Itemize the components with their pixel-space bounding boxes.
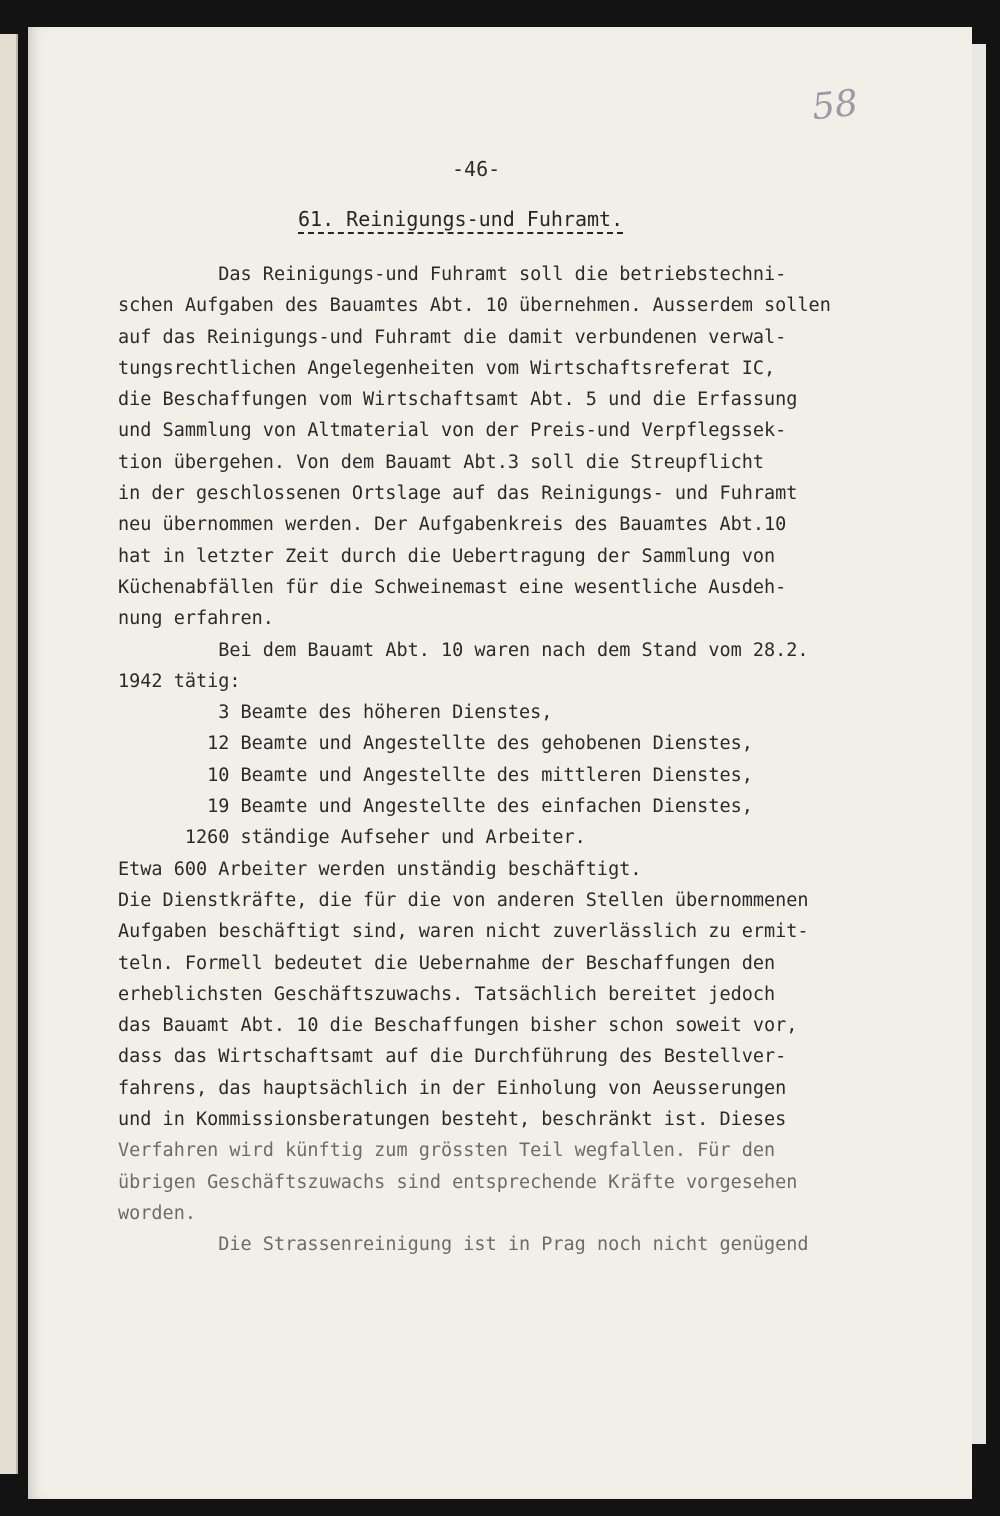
text-line (118, 666, 958, 697)
line-text: Etwa 600 Arbeiter werden unständig beschäftigt. (118, 858, 642, 880)
text-line (118, 791, 958, 822)
text-line (118, 478, 958, 509)
next-page-edge (972, 44, 986, 1444)
line-indent (118, 264, 218, 285)
text-line (118, 259, 958, 290)
body-text (118, 259, 958, 1261)
line-text: 1260 ständige Aufseher und Arbeiter. (184, 827, 586, 849)
line-indent (118, 640, 218, 661)
line-indent (118, 1234, 218, 1255)
line-text: Die Dienstkräfte, die für die von anderen Stellen übernommenen (118, 889, 809, 911)
line-text: Küchenabfällen für die Schweinemast eine wesentliche Ausdeh- (118, 576, 787, 598)
text-line (118, 1229, 958, 1260)
line-text: 3 Beamte des höheren Dienstes, (218, 702, 553, 724)
line-text: übrigen Geschäftszuwachs sind entsprechende Kräfte vorgesehen (118, 1171, 798, 1193)
line-text: 12 Beamte und Angestellte des gehobenen Dienstes, (207, 733, 753, 755)
text-line (118, 353, 958, 384)
text-line (118, 1198, 958, 1229)
line-text: 10 Beamte und Angestellte des mittleren Dienstes, (207, 764, 753, 786)
line-text: tungsrechtlichen Angelegenheiten vom Wirtschaftsreferat IC, (118, 357, 776, 379)
line-text: teln. Formell bedeutet die Uebernahme der Beschaffungen den (118, 952, 776, 974)
line-indent (118, 827, 185, 848)
line-text: worden. (118, 1202, 196, 1224)
text-line (118, 760, 958, 791)
text-line (118, 916, 958, 947)
text-line (118, 854, 958, 885)
line-text: Bei dem Bauamt Abt. 10 waren nach dem Stand vom 28.2. (218, 639, 809, 661)
line-text: das Bauamt Abt. 10 die Beschaffungen bisher schon soweit vor, (118, 1015, 798, 1037)
line-text: Verfahren wird künftig zum grössten Teil wegfallen. Für den (118, 1140, 776, 1162)
line-text: 1942 tätig: (118, 670, 241, 692)
line-text: und in Kommissionsberatungen besteht, beschränkt ist. Dieses (118, 1109, 787, 1131)
page-number: -46- (452, 157, 501, 181)
text-line (118, 384, 958, 415)
text-line (118, 1135, 958, 1166)
text-line (118, 635, 958, 666)
line-text: auf das Reinigungs-und Fuhramt die damit verbundenen verwal- (118, 326, 787, 348)
text-line (118, 948, 958, 979)
text-line (118, 447, 958, 478)
text-line (118, 728, 958, 759)
text-line (118, 1104, 958, 1135)
text-line (118, 1041, 958, 1072)
text-line (118, 290, 958, 321)
text-line (118, 415, 958, 446)
line-text: 19 Beamte und Angestellte des einfachen Dienstes, (207, 796, 753, 818)
line-text: dass das Wirtschaftsamt auf die Durchführung des Bestellver- (118, 1046, 787, 1068)
text-line (118, 572, 958, 603)
line-indent (118, 796, 207, 817)
line-text: Aufgaben beschäftigt sind, waren nicht zuverlässlich zu ermit- (118, 921, 809, 943)
line-text: die Beschaffungen vom Wirtschaftsamt Abt. 5 und die Erfassung (118, 389, 798, 411)
text-line (118, 1167, 958, 1198)
text-line (118, 322, 958, 353)
line-indent (118, 702, 218, 723)
line-text: erheblichsten Geschäftszuwachs. Tatsächlich bereitet jedoch (118, 983, 776, 1005)
text-line (118, 979, 958, 1010)
line-text: und Sammlung von Altmaterial von der Preis-und Verpflegssek- (118, 420, 787, 442)
previous-page-edge (0, 34, 18, 1474)
line-text: nung erfahren. (118, 608, 274, 630)
text-line (118, 697, 958, 728)
text-line (118, 541, 958, 572)
text-line (118, 603, 958, 634)
line-text: Die Strassenreinigung ist in Prag noch nicht genügend (218, 1234, 809, 1256)
line-text: tion übergehen. Von dem Bauamt Abt.3 soll die Streupflicht (118, 451, 765, 473)
line-indent (118, 765, 207, 786)
line-text: Das Reinigungs-und Fuhramt soll die betriebstechni- (218, 264, 787, 285)
section-heading: 61. Reinigungs-und Fuhramt. (298, 207, 624, 231)
text-line (118, 509, 958, 540)
line-text: neu übernommen werden. Der Aufgabenkreis des Bauamtes Abt.10 (118, 514, 787, 536)
text-line (118, 1073, 958, 1104)
text-line (118, 885, 958, 916)
line-text: in der geschlossenen Ortslage auf das Reinigungs- und Fuhramt (118, 483, 798, 505)
line-text: fahrens, das hauptsächlich in der Einholung von Aeusserungen (118, 1077, 787, 1099)
line-text: schen Aufgaben des Bauamtes Abt. 10 übernehmen. Ausserdem sollen (118, 295, 831, 317)
text-line (118, 1010, 958, 1041)
line-indent (118, 733, 207, 754)
line-text: hat in letzter Zeit durch die Uebertragung der Sammlung von (118, 545, 776, 567)
text-line (118, 822, 958, 853)
handwritten-folio-number: 58 (809, 82, 860, 129)
document-page (28, 27, 972, 1499)
